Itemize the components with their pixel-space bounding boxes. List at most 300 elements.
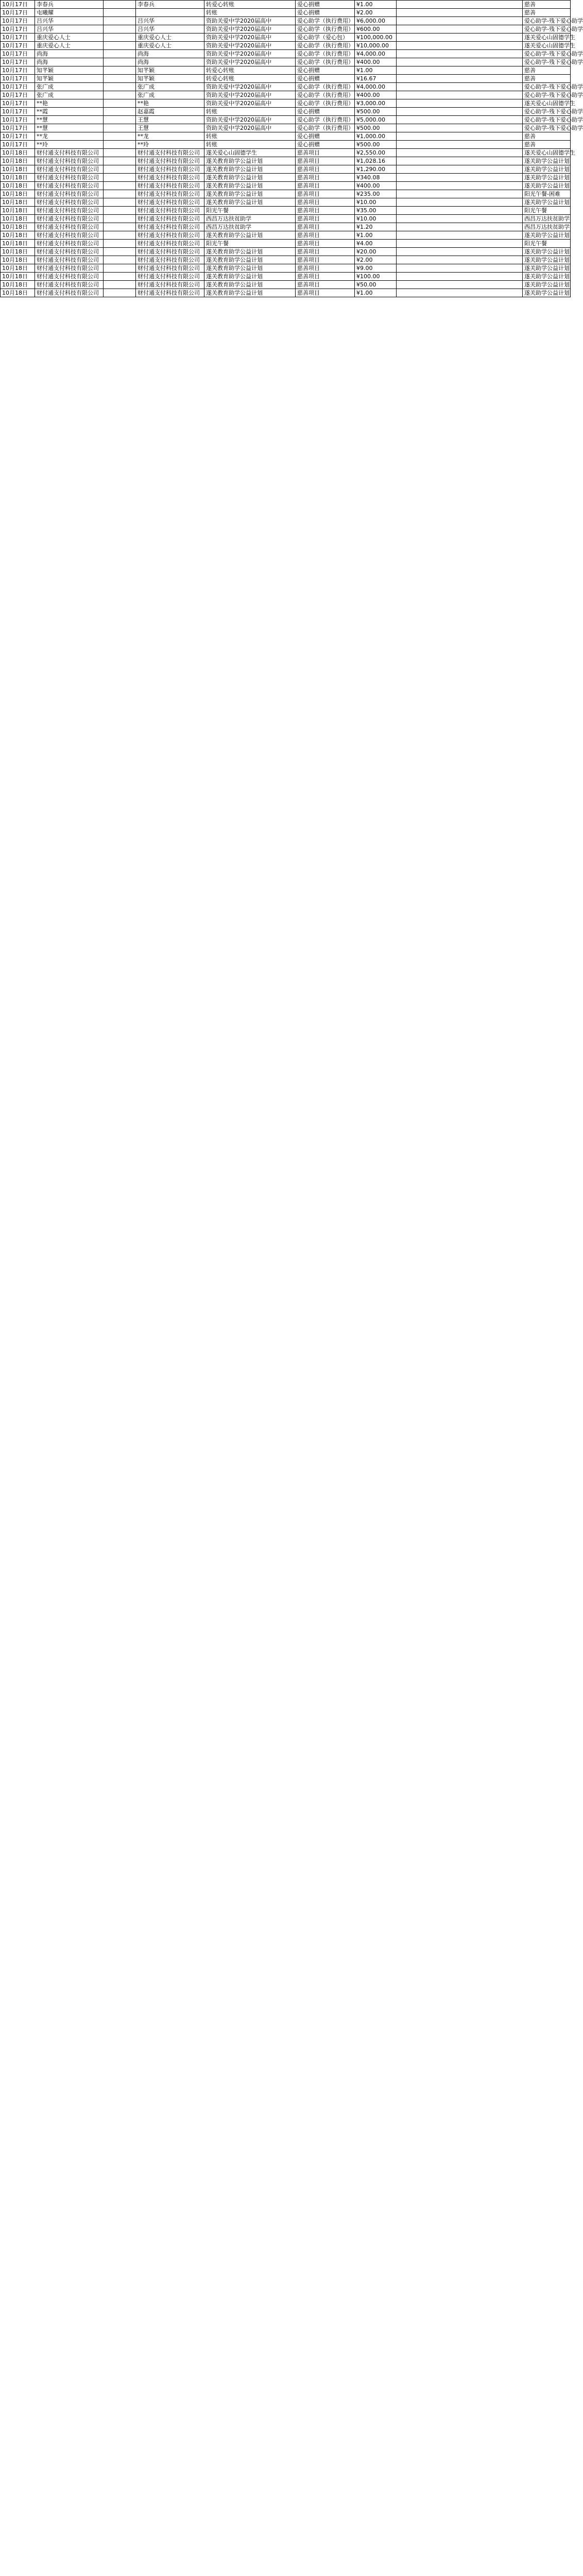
purpose-cell: 遂关教育助学公益计划 [204, 273, 296, 281]
purpose-cell: 资助关爱中学2020届高中 [204, 124, 296, 132]
payer-cell: 财付通支付科技有限公司 [136, 223, 204, 231]
purpose-cell: 遂关教育助学公益计划 [204, 190, 296, 198]
category-cell: 慈善项目 [296, 157, 355, 165]
table-row [1, 182, 571, 190]
blank-cell [104, 273, 136, 281]
donor-cell: 知芊颖 [35, 66, 104, 75]
donor-cell: 财付通支付科技有限公司 [35, 215, 104, 223]
donor-cell: 财付通支付科技有限公司 [35, 264, 104, 273]
table-row [1, 165, 571, 174]
project-cell: 遂关助学公益计划 [523, 264, 571, 273]
project-cell: 遂关助学公益计划 [523, 273, 571, 281]
project-cell: 遂关助学公益计划 [523, 231, 571, 240]
donor-cell: **玲 [35, 141, 104, 149]
date-cell: 10月17日 [1, 50, 35, 58]
amount-cell: ¥4.00 [355, 240, 397, 248]
date-cell: 10月18日 [1, 207, 35, 215]
donor-cell: 财付通支付科技有限公司 [35, 273, 104, 281]
date-cell: 10月17日 [1, 83, 35, 91]
purpose-cell: 阳光午餐 [204, 207, 296, 215]
purpose-cell: 资助关爱中学2020届高中 [204, 42, 296, 50]
project-cell: 爱心助学-残下爱心助学 [523, 25, 571, 33]
amount-cell: ¥1.00 [355, 231, 397, 240]
purpose-cell: 遂关教育助学公益计划 [204, 289, 296, 297]
date-cell: 10月18日 [1, 273, 35, 281]
date-cell: 10月17日 [1, 75, 35, 83]
payer-cell: 财付通支付科技有限公司 [136, 281, 204, 289]
blank-cell [104, 264, 136, 273]
donor-cell: **霞 [35, 108, 104, 116]
date-cell: 10月18日 [1, 289, 35, 297]
category-cell: 慈善项目 [296, 182, 355, 190]
amount-cell: ¥100.00 [355, 273, 397, 281]
project-cell: 慈善 [523, 75, 571, 83]
donor-cell: 财付通支付科技有限公司 [35, 256, 104, 264]
project-cell: 遂关助学公益计划 [523, 157, 571, 165]
blank-cell [104, 132, 136, 141]
project-cell: 阳光午餐 [523, 240, 571, 248]
payer-cell: 张广成 [136, 91, 204, 99]
amount-cell: ¥100,000.00 [355, 33, 397, 42]
blank-cell [104, 141, 136, 149]
table-row [1, 83, 571, 91]
project-cell: 遂关助学公益计划 [523, 165, 571, 174]
blank-cell [104, 207, 136, 215]
amount-cell: ¥35.00 [355, 207, 397, 215]
note-cell [397, 108, 523, 116]
donor-cell: 财付通支付科技有限公司 [35, 157, 104, 165]
note-cell [397, 91, 523, 99]
table-row [1, 25, 571, 33]
amount-cell: ¥3,000.00 [355, 99, 397, 108]
payer-cell: 财付通支付科技有限公司 [136, 190, 204, 198]
category-cell: 慈善项目 [296, 281, 355, 289]
category-cell: 爱心助学（执行费用） [296, 83, 355, 91]
amount-cell: ¥340.08 [355, 174, 397, 182]
payer-cell: 财付通支付科技有限公司 [136, 264, 204, 273]
blank-cell [104, 9, 136, 17]
project-cell: 阳光午餐 [523, 207, 571, 215]
purpose-cell: 资助关爱中学2020届高中 [204, 116, 296, 124]
donor-cell: 财付通支付科技有限公司 [35, 198, 104, 207]
note-cell [397, 99, 523, 108]
blank-cell [104, 50, 136, 58]
payer-cell: 重庆爱心人士 [136, 33, 204, 42]
payer-cell: 财付通支付科技有限公司 [136, 165, 204, 174]
table-row [1, 157, 571, 165]
donor-cell: 财付通支付科技有限公司 [35, 207, 104, 215]
donor-cell: 财付通支付科技有限公司 [35, 174, 104, 182]
category-cell: 爱心助学（执行费用） [296, 50, 355, 58]
note-cell [397, 273, 523, 281]
date-cell: 10月17日 [1, 132, 35, 141]
amount-cell: ¥5,000.00 [355, 116, 397, 124]
amount-cell: ¥10.00 [355, 215, 397, 223]
category-cell: 爱心助学（执行费用） [296, 58, 355, 66]
blank-cell [104, 165, 136, 174]
payer-cell: 知芊颖 [136, 66, 204, 75]
payer-cell: 财付通支付科技有限公司 [136, 289, 204, 297]
blank-cell [104, 215, 136, 223]
note-cell [397, 231, 523, 240]
table-row [1, 99, 571, 108]
note-cell [397, 33, 523, 42]
donor-cell: 知芊颖 [35, 75, 104, 83]
blank-cell [104, 149, 136, 157]
donor-cell: 李春兵 [35, 1, 104, 9]
blank-cell [104, 289, 136, 297]
category-cell: 慈善项目 [296, 198, 355, 207]
category-cell: 慈善项目 [296, 231, 355, 240]
purpose-cell: 遂关教育助学公益计划 [204, 231, 296, 240]
blank-cell [104, 25, 136, 33]
amount-cell: ¥16.67 [355, 75, 397, 83]
donor-cell: 尚海 [35, 50, 104, 58]
project-cell: 西昌万达扶贫助学 [523, 223, 571, 231]
payer-cell: 财付通支付科技有限公司 [136, 207, 204, 215]
date-cell: 10月17日 [1, 1, 35, 9]
amount-cell: ¥1.20 [355, 223, 397, 231]
project-cell: 遂关助学公益计划 [523, 174, 571, 182]
payer-cell: 财付通支付科技有限公司 [136, 231, 204, 240]
payer-cell: 财付通支付科技有限公司 [136, 149, 204, 157]
date-cell: 10月18日 [1, 190, 35, 198]
payer-cell: **龙 [136, 132, 204, 141]
amount-cell: ¥2,550.00 [355, 149, 397, 157]
note-cell [397, 17, 523, 25]
project-cell: 遂关助学公益计划 [523, 281, 571, 289]
purpose-cell: 转账 [204, 108, 296, 116]
table-row [1, 124, 571, 132]
donor-cell: **慧 [35, 124, 104, 132]
donor-cell: 重庆爱心人士 [35, 42, 104, 50]
date-cell: 10月17日 [1, 33, 35, 42]
category-cell: 爱心助学（爱心包） [296, 33, 355, 42]
note-cell [397, 9, 523, 17]
blank-cell [104, 108, 136, 116]
note-cell [397, 149, 523, 157]
purpose-cell: 遂关教育助学公益计划 [204, 157, 296, 165]
note-cell [397, 165, 523, 174]
category-cell: 爱心助学（执行费用） [296, 124, 355, 132]
table-row [1, 240, 571, 248]
blank-cell [104, 33, 136, 42]
category-cell: 爱心捐赠 [296, 1, 355, 9]
purpose-cell: 转账 [204, 132, 296, 141]
project-cell: 爱心助学-残下爱心助学 [523, 83, 571, 91]
payer-cell: 重庆爱心人士 [136, 42, 204, 50]
purpose-cell: 遂关教育助学公益计划 [204, 182, 296, 190]
blank-cell [104, 66, 136, 75]
note-cell [397, 42, 523, 50]
donor-cell: 吕兴华 [35, 25, 104, 33]
blank-cell [104, 240, 136, 248]
amount-cell: ¥1.00 [355, 66, 397, 75]
donor-cell: 财付通支付科技有限公司 [35, 248, 104, 256]
date-cell: 10月17日 [1, 116, 35, 124]
date-cell: 10月18日 [1, 281, 35, 289]
purpose-cell: 资助关爱中学2020届高中 [204, 25, 296, 33]
category-cell: 慈善项目 [296, 165, 355, 174]
date-cell: 10月18日 [1, 215, 35, 223]
table-row [1, 264, 571, 273]
category-cell: 慈善项目 [296, 264, 355, 273]
date-cell: 10月18日 [1, 231, 35, 240]
project-cell: 遂关助学公益计划 [523, 198, 571, 207]
category-cell: 慈善项目 [296, 207, 355, 215]
project-cell: 爱心助学-残下爱心助学 [523, 50, 571, 58]
project-cell: 遂关助学公益计划 [523, 289, 571, 297]
category-cell: 慈善项目 [296, 174, 355, 182]
amount-cell: ¥10,000.00 [355, 42, 397, 50]
table-row [1, 42, 571, 50]
project-cell: 遂关爱心山固德学生 [523, 33, 571, 42]
category-cell: 爱心捐赠 [296, 66, 355, 75]
date-cell: 10月18日 [1, 182, 35, 190]
amount-cell: ¥600.00 [355, 25, 397, 33]
blank-cell [104, 223, 136, 231]
note-cell [397, 116, 523, 124]
purpose-cell: 转爱心转账 [204, 75, 296, 83]
payer-cell [136, 9, 204, 17]
payer-cell: 王慧 [136, 124, 204, 132]
category-cell: 爱心捐赠 [296, 108, 355, 116]
note-cell [397, 157, 523, 165]
note-cell [397, 1, 523, 9]
payer-cell: 财付通支付科技有限公司 [136, 256, 204, 264]
category-cell: 慈善项目 [296, 289, 355, 297]
table-row [1, 190, 571, 198]
category-cell: 爱心捐赠 [296, 141, 355, 149]
project-cell: 慈善 [523, 132, 571, 141]
table-row [1, 141, 571, 149]
payer-cell: 财付通支付科技有限公司 [136, 182, 204, 190]
donor-cell: 张广成 [35, 83, 104, 91]
category-cell: 爱心助学（执行费用） [296, 116, 355, 124]
note-cell [397, 182, 523, 190]
project-cell: 遂关爱心山固德学生 [523, 42, 571, 50]
date-cell: 10月17日 [1, 42, 35, 50]
blank-cell [104, 174, 136, 182]
blank-cell [104, 17, 136, 25]
category-cell: 爱心助学（执行费用） [296, 99, 355, 108]
purpose-cell: 资助关爱中学2020届高中 [204, 17, 296, 25]
date-cell: 10月17日 [1, 66, 35, 75]
purpose-cell: 资助关爱中学2020届高中 [204, 33, 296, 42]
payer-cell: 李春兵 [136, 1, 204, 9]
project-cell: 爱心助学-残下爱心助学 [523, 124, 571, 132]
donor-cell: 财付通支付科技有限公司 [35, 223, 104, 231]
payer-cell: 张广成 [136, 83, 204, 91]
project-cell: 遂关爱心山固德学生 [523, 149, 571, 157]
date-cell: 10月17日 [1, 108, 35, 116]
amount-cell: ¥2.00 [355, 256, 397, 264]
amount-cell: ¥1.00 [355, 289, 397, 297]
project-cell: 慈善 [523, 66, 571, 75]
blank-cell [104, 116, 136, 124]
date-cell: 10月17日 [1, 17, 35, 25]
table-row [1, 248, 571, 256]
note-cell [397, 124, 523, 132]
project-cell: 遂关爱心山固德学生 [523, 99, 571, 108]
project-cell: 遂关助学公益计划 [523, 182, 571, 190]
purpose-cell: 资助关爱中学2020届高中 [204, 50, 296, 58]
note-cell [397, 281, 523, 289]
blank-cell [104, 99, 136, 108]
category-cell: 爱心助学（执行费用） [296, 25, 355, 33]
donor-cell: 重庆爱心人士 [35, 33, 104, 42]
donor-cell: 尚海 [35, 58, 104, 66]
table-row [1, 33, 571, 42]
donor-cell: 财付通支付科技有限公司 [35, 182, 104, 190]
payer-cell: 财付通支付科技有限公司 [136, 198, 204, 207]
date-cell: 10月18日 [1, 165, 35, 174]
payer-cell: 知芊颖 [136, 75, 204, 83]
project-cell: 爱心助学-残下爱心助学 [523, 17, 571, 25]
category-cell: 爱心捐赠 [296, 132, 355, 141]
table-row [1, 50, 571, 58]
blank-cell [104, 256, 136, 264]
donor-cell: 财付通支付科技有限公司 [35, 231, 104, 240]
project-cell: 阳光午餐-困难 [523, 190, 571, 198]
payer-cell: 王慧 [136, 116, 204, 124]
category-cell: 慈善项目 [296, 248, 355, 256]
category-cell: 慈善项目 [296, 215, 355, 223]
blank-cell [104, 231, 136, 240]
category-cell: 慈善项目 [296, 273, 355, 281]
date-cell: 10月17日 [1, 91, 35, 99]
blank-cell [104, 190, 136, 198]
amount-cell: ¥1,028.16 [355, 157, 397, 165]
note-cell [397, 75, 523, 83]
donor-cell: 财付通支付科技有限公司 [35, 240, 104, 248]
project-cell: 爱心助学-残下爱心助学 [523, 116, 571, 124]
amount-cell: ¥1,000.00 [355, 132, 397, 141]
purpose-cell: 阳光午餐 [204, 240, 296, 248]
donor-cell: 财付通支付科技有限公司 [35, 281, 104, 289]
project-cell: 爱心助学-残下爱心助学 [523, 108, 571, 116]
purpose-cell: 遂关教育助学公益计划 [204, 256, 296, 264]
payer-cell: 吕兴华 [136, 17, 204, 25]
payer-cell: 财付通支付科技有限公司 [136, 174, 204, 182]
table-row [1, 198, 571, 207]
donor-cell: **龙 [35, 132, 104, 141]
purpose-cell: 遂关教育助学公益计划 [204, 174, 296, 182]
project-cell: 慈善 [523, 9, 571, 17]
blank-cell [104, 42, 136, 50]
project-cell: 遂关助学公益计划 [523, 248, 571, 256]
date-cell: 10月18日 [1, 157, 35, 165]
payer-cell: 财付通支付科技有限公司 [136, 240, 204, 248]
date-cell: 10月18日 [1, 223, 35, 231]
purpose-cell: 遂关教育助学公益计划 [204, 248, 296, 256]
amount-cell: ¥9.00 [355, 264, 397, 273]
amount-cell: ¥400.00 [355, 182, 397, 190]
blank-cell [104, 75, 136, 83]
table-row [1, 289, 571, 297]
note-cell [397, 132, 523, 141]
donor-cell: **慧 [35, 116, 104, 124]
purpose-cell: 转账 [204, 9, 296, 17]
note-cell [397, 207, 523, 215]
payer-cell: **玲 [136, 141, 204, 149]
table-row [1, 215, 571, 223]
note-cell [397, 215, 523, 223]
table-row [1, 174, 571, 182]
payer-cell: 赵嘉霞 [136, 108, 204, 116]
donation-ledger-table [0, 0, 583, 297]
category-cell: 爱心捐赠 [296, 9, 355, 17]
donor-cell: 财付通支付科技有限公司 [35, 149, 104, 157]
project-cell: 爱心助学-残下爱心助学 [523, 58, 571, 66]
donor-cell: 财付通支付科技有限公司 [35, 165, 104, 174]
payer-cell: 财付通支付科技有限公司 [136, 248, 204, 256]
purpose-cell: 西昌万达扶贫助学 [204, 223, 296, 231]
blank-cell [104, 83, 136, 91]
amount-cell: ¥1,290.00 [355, 165, 397, 174]
note-cell [397, 141, 523, 149]
category-cell: 慈善项目 [296, 240, 355, 248]
purpose-cell: 西昌万达扶贫助学 [204, 215, 296, 223]
blank-cell [104, 58, 136, 66]
date-cell: 10月18日 [1, 256, 35, 264]
donor-cell: 吕兴华 [35, 17, 104, 25]
project-cell: 爱心助学-残下爱心助学 [523, 91, 571, 99]
amount-cell: ¥50.00 [355, 281, 397, 289]
amount-cell: ¥20.00 [355, 248, 397, 256]
table-row [1, 256, 571, 264]
amount-cell: ¥4,000.00 [355, 50, 397, 58]
project-cell: 慈善 [523, 1, 571, 9]
note-cell [397, 190, 523, 198]
date-cell: 10月18日 [1, 198, 35, 207]
category-cell: 爱心助学（执行费用） [296, 91, 355, 99]
payer-cell: 财付通支付科技有限公司 [136, 273, 204, 281]
amount-cell: ¥1.00 [355, 1, 397, 9]
amount-cell: ¥4,000.00 [355, 83, 397, 91]
date-cell: 10月17日 [1, 141, 35, 149]
category-cell: 慈善项目 [296, 256, 355, 264]
blank-cell [104, 198, 136, 207]
blank-cell [104, 91, 136, 99]
date-cell: 10月18日 [1, 240, 35, 248]
purpose-cell: 转爱心转账 [204, 1, 296, 9]
amount-cell: ¥235.00 [355, 190, 397, 198]
table-row [1, 149, 571, 157]
table-row [1, 9, 571, 17]
payer-cell: 吕兴华 [136, 25, 204, 33]
note-cell [397, 83, 523, 91]
blank-cell [104, 157, 136, 165]
date-cell: 10月18日 [1, 174, 35, 182]
purpose-cell: 转爱心转账 [204, 66, 296, 75]
blank-cell [104, 281, 136, 289]
category-cell: 慈善项目 [296, 223, 355, 231]
table-row [1, 116, 571, 124]
blank-cell [104, 182, 136, 190]
note-cell [397, 289, 523, 297]
donor-cell: 张广成 [35, 91, 104, 99]
purpose-cell: 资助关爱中学2020届高中 [204, 91, 296, 99]
blank-cell [104, 248, 136, 256]
note-cell [397, 25, 523, 33]
payer-cell: **艳 [136, 99, 204, 108]
table-row [1, 132, 571, 141]
date-cell: 10月17日 [1, 124, 35, 132]
table-row [1, 75, 571, 83]
date-cell: 10月18日 [1, 264, 35, 273]
table-row [1, 108, 571, 116]
